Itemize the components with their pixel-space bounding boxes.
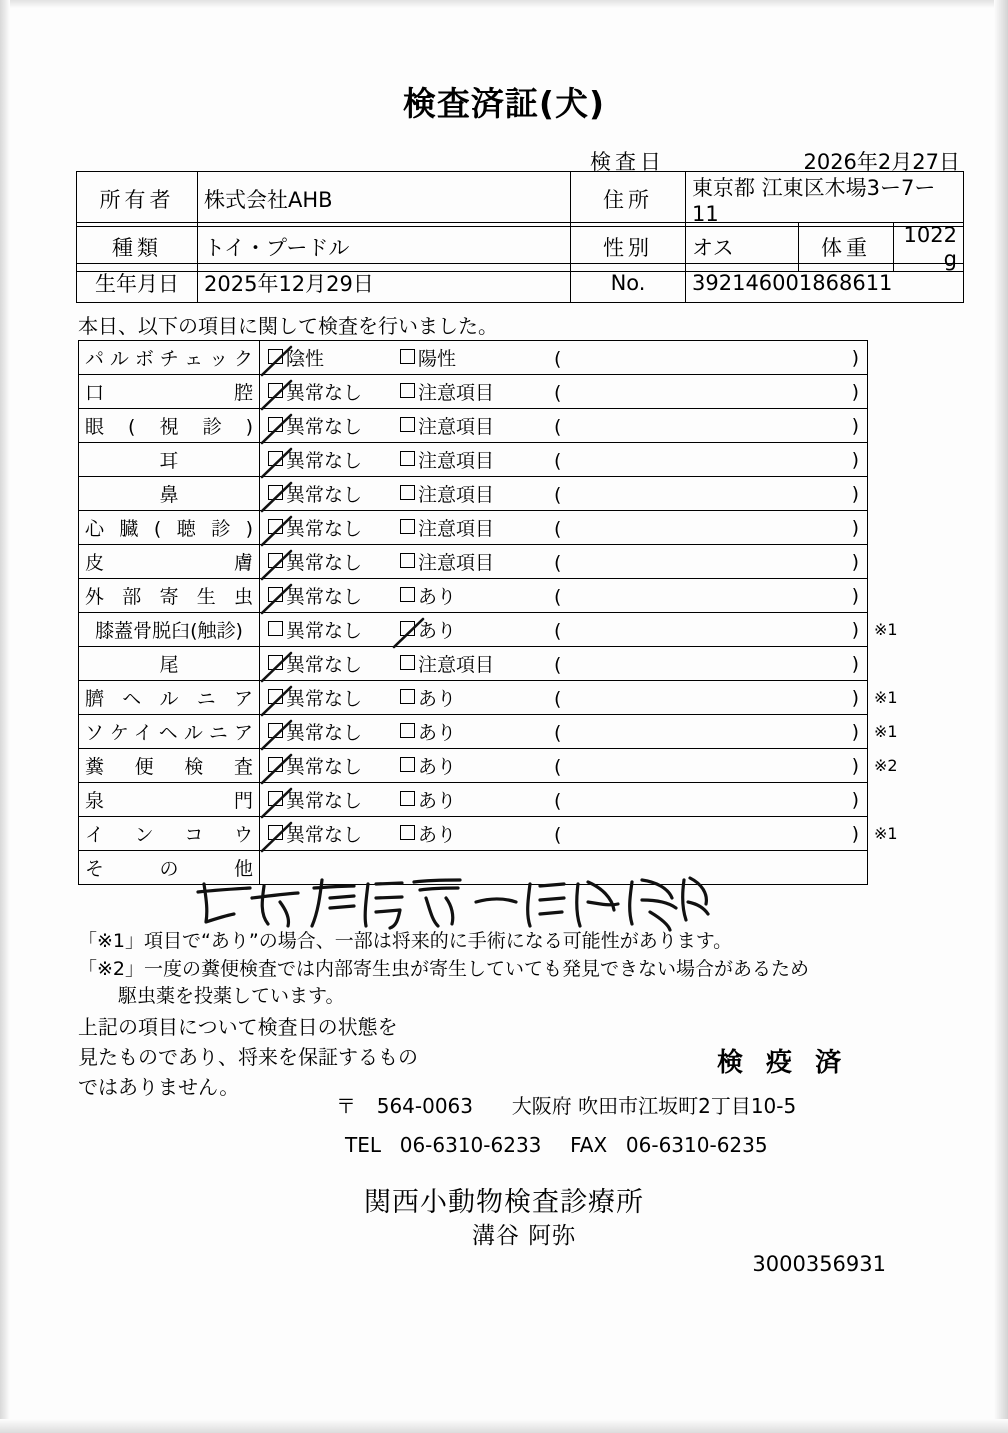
checklist-option-2[interactable] [400,786,550,813]
checklist-option-2-label: あり [418,620,457,642]
checkbox[interactable] [268,621,283,636]
disclaimer-line-2: 見たものであり、将来を保証するもの [78,1045,418,1069]
checklist-option-2-label: 注意項目 [418,450,495,472]
checklist-item-label: 心臓(聴診) [79,511,260,545]
checklist-footnote-marker: ※1 [874,620,898,639]
note-paren-open: ( [554,518,562,540]
checklist-option-1[interactable] [268,446,400,473]
note-paren-close: ) [851,652,859,675]
address-label: 住所 [571,172,686,227]
checklist-item-options [260,817,868,851]
checklist-footnote-marker: ※1 [874,824,898,843]
checklist-option-1[interactable] [268,786,400,813]
disclaimer-line-1: 上記の項目について検査日の状態を [78,1015,398,1039]
note-paren-open: ( [554,790,562,812]
checklist-item-options [260,443,868,477]
checkbox[interactable] [400,485,415,500]
checklist-option-1[interactable] [268,820,400,847]
checkbox[interactable] [400,723,415,738]
checkbox[interactable] [400,689,415,704]
checklist-option-1-label: 異常なし [286,790,363,812]
checklist-option-2[interactable] [400,820,550,847]
postal-mark-icon: 〒 [336,1094,356,1118]
checklist-row [79,477,923,511]
checklist-item-label: 眼(視診) [79,409,260,443]
checklist-item-label: その他 [79,851,260,885]
clinic-contact [345,1133,768,1157]
checklist-item-label: 糞便検査 [79,749,260,783]
checklist-footnote-marker [868,851,923,885]
note-paren-close: ) [851,346,859,369]
checkbox[interactable] [268,757,283,772]
table-row [77,264,964,303]
checkbox[interactable] [268,655,283,670]
footnote-2: 「※2」一度の糞便検査では内部寄生虫が寄生していても発見できない場合があるため [78,957,810,980]
checklist-option-2-label: あり [418,586,457,608]
quarantine-stamp: 検 疫 済 [717,1048,849,1078]
breed-label: 種類 [77,223,198,272]
breed-value: トイ・プードル [198,223,571,272]
checklist-option-2[interactable] [400,514,550,541]
checklist-item-label: 臍ヘルニア [79,681,260,715]
checkbox[interactable] [400,553,415,568]
checklist-item-options [260,613,868,647]
checklist-footnote-marker [868,647,923,681]
checkbox[interactable] [400,451,415,466]
disclaimer-line-3: ではありません。 [78,1075,240,1099]
document-serial-number: 3000356931 [752,1252,886,1276]
birth-label: 生年月日 [77,264,198,303]
checklist-option-2-label: 注意項目 [418,654,495,676]
note-paren-close: ) [851,550,859,573]
checklist-footnote-marker: ※2 [874,756,898,775]
footnote-3: 駆虫薬を投薬しています。 [118,985,345,1008]
sex-value: オス [686,223,799,272]
disclaimer [78,1012,418,1102]
checklist-option-2[interactable] [400,344,550,371]
checklist-option-2-label: 注意項目 [418,416,495,438]
note-paren-close: ) [851,618,859,641]
checkbox[interactable] [400,621,415,636]
exam-date-label: 検査日 [590,150,665,174]
note-paren-close: ) [851,720,859,743]
checklist-option-1-label: 異常なし [286,824,363,846]
note-paren-open: ( [554,450,562,472]
note-paren-close: ) [851,754,859,777]
note-paren-open: ( [554,416,562,438]
checklist-item-options [260,511,868,545]
checklist-option-2-label: あり [418,824,457,846]
checkbox[interactable] [268,553,283,568]
checkbox[interactable] [400,417,415,432]
checklist-option-2[interactable] [400,548,550,575]
checklist-option-1-label: 異常なし [286,620,363,642]
checklist-footnote-marker [868,341,923,375]
checklist-option-1[interactable] [268,480,400,507]
checklist-option-2-label: 注意項目 [418,552,495,574]
scan-edge-bottom [0,1419,1008,1433]
checklist-option-1[interactable] [268,514,400,541]
checkbox[interactable] [400,791,415,806]
checklist-option-2[interactable] [400,684,550,711]
checklist-item-options [260,647,868,681]
note-paren-close: ) [851,448,859,471]
checklist-item-options [260,749,868,783]
checklist-option-1[interactable] [268,378,400,405]
checklist-option-2[interactable] [400,752,550,779]
checklist-footnote-marker [868,477,923,511]
table-row [77,172,964,227]
exam-statement: 本日、以下の項目に関して検査を行いました。 [78,314,498,338]
checklist-row [79,647,923,681]
checklist-option-2[interactable] [400,412,550,439]
note-paren-open: ( [554,620,562,642]
checklist-option-1[interactable] [268,650,400,677]
checklist-option-1[interactable] [268,548,400,575]
clinic-tel-number: 06-6310-6233 [399,1133,542,1157]
checkbox[interactable] [400,587,415,602]
checklist-option-1-label: 陰性 [286,348,325,370]
checkbox[interactable] [400,825,415,840]
checklist-row [79,817,923,851]
checklist-option-2[interactable] [400,446,550,473]
checklist-option-1-label: 異常なし [286,688,363,710]
checklist-item-options [260,715,868,749]
note-paren-open: ( [554,348,562,370]
note-paren-close: ) [851,516,859,539]
note-paren-open: ( [554,654,562,676]
checklist-option-1-label: 異常なし [286,552,363,574]
checklist-row [79,341,923,375]
checkbox[interactable] [268,383,283,398]
checklist-item-options [260,545,868,579]
checklist-option-2-label: 陽性 [418,348,457,370]
checklist-row [79,783,923,817]
checklist-option-1-label: 異常なし [286,416,363,438]
checklist-row [79,749,923,783]
note-paren-open: ( [554,552,562,574]
checklist-option-2[interactable] [400,582,550,609]
weight-unit: g [943,247,957,271]
birth-value: 2025年12月29日 [198,264,571,303]
owner-label: 所有者 [77,172,198,227]
checkbox[interactable] [268,825,283,840]
checkbox[interactable] [400,383,415,398]
checklist-footnote-marker [868,443,923,477]
owner-info-table [76,171,964,227]
checklist-option-1-label: 異常なし [286,722,363,744]
checklist-option-2-label: あり [418,722,457,744]
checkbox[interactable] [268,791,283,806]
checklist-footnote-marker [868,511,923,545]
checklist-item-label: 膝蓋骨脱臼(触診) [79,613,260,647]
checklist-option-2-label: 注意項目 [418,484,495,506]
checklist-item-label: 泉門 [79,783,260,817]
checklist-item-label: 外部寄生虫 [79,579,260,613]
microchip-no-label: No. [571,264,686,303]
checklist-item-options [260,341,868,375]
checklist-item-label: インコウ [79,817,260,851]
checklist-option-2-label: 注意項目 [418,382,495,404]
checklist-row [79,443,923,477]
veterinarian-name: 溝谷 阿弥 [471,1223,577,1249]
weight-value: 1022 [903,223,957,247]
checklist-row [79,545,923,579]
checkbox[interactable] [268,485,283,500]
address-value: 東京都 江東区木場3ー7ー11 [686,172,964,227]
checklist-row [79,613,923,647]
checklist-item-options [260,409,868,443]
checklist-option-1[interactable] [268,412,400,439]
checkbox[interactable] [268,417,283,432]
checklist-option-1[interactable] [268,582,400,609]
clinic-postal-code: 564-0063 [376,1094,474,1118]
checklist-item-label: 口腔 [79,375,260,409]
microchip-no-value: 392146001868611 [686,264,964,303]
checklist-item-label: 尾 [79,647,260,681]
note-paren-close: ) [851,584,859,607]
footnotes [78,928,809,1011]
checklist-footnote-marker: ※1 [874,688,898,707]
checklist-item-options [260,375,868,409]
checklist-option-1[interactable] [268,616,400,643]
checklist-option-1-label: 異常なし [286,382,363,404]
handwritten-other-note [190,876,710,932]
scan-edge-top [0,0,1008,8]
checkbox[interactable] [400,519,415,534]
checklist-option-1[interactable] [268,684,400,711]
checklist-option-1[interactable] [268,752,400,779]
checklist-option-1-label: 異常なし [286,586,363,608]
inspection-checklist-table [78,340,923,885]
checklist-option-1-label: 異常なし [286,518,363,540]
checklist-option-2[interactable] [400,378,550,405]
checklist-item-options [260,783,868,817]
checklist-footnote-marker [868,375,923,409]
checkbox[interactable] [268,689,283,704]
clinic-name: 関西小動物検査診療所 [364,1187,644,1218]
page-title: 検査済証(犬) [402,84,606,123]
owner-value: 株式会社AHB [198,172,571,227]
note-paren-open: ( [554,824,562,846]
checklist-option-1-label: 異常なし [286,654,363,676]
checklist-footnote-marker [868,579,923,613]
checkbox[interactable] [400,349,415,364]
checklist-footnote-marker [868,545,923,579]
sex-label: 性別 [571,223,686,272]
checklist-option-2[interactable] [400,616,550,643]
clinic-address [336,1090,796,1119]
checkbox[interactable] [268,587,283,602]
checkbox[interactable] [268,723,283,738]
note-paren-close: ) [851,686,859,709]
checklist-item-options [260,477,868,511]
checklist-row [79,375,923,409]
checkbox[interactable] [268,519,283,534]
footnote-1: 「※1」項目で“あり”の場合、一部は将来的に手術になる可能性があります。 [78,930,733,952]
note-paren-close: ) [851,822,859,845]
checkbox[interactable] [400,757,415,772]
checklist-option-2[interactable] [400,718,550,745]
checklist-option-1-label: 異常なし [286,450,363,472]
checklist-item-options [260,681,868,715]
checklist-row [79,715,923,749]
checkbox[interactable] [268,349,283,364]
checklist-option-1-label: 異常なし [286,756,363,778]
note-paren-close: ) [851,414,859,437]
note-paren-open: ( [554,586,562,608]
checklist-option-1[interactable] [268,718,400,745]
checklist-footnote-marker [868,409,923,443]
checkbox[interactable] [400,655,415,670]
checklist-row [79,409,923,443]
checklist-item-label: 鼻 [79,477,260,511]
checklist-option-1-label: 異常なし [286,484,363,506]
note-paren-close: ) [851,788,859,811]
note-paren-close: ) [851,380,859,403]
clinic-address-text: 大阪府 吹田市江坂町2丁目10-5 [511,1094,797,1118]
clinic-fax-number: 06-6310-6235 [625,1133,768,1157]
checklist-row [79,511,923,545]
weight-label: 体重 [799,223,894,272]
checklist-item-label: 耳 [79,443,260,477]
checklist-row [79,579,923,613]
checklist-option-2-label: あり [418,756,457,778]
note-paren-open: ( [554,688,562,710]
checklist-option-2[interactable] [400,650,550,677]
checklist-option-2-label: 注意項目 [418,518,495,540]
checklist-footnote-marker: ※1 [874,722,898,741]
checkbox[interactable] [268,451,283,466]
tel-label: TEL [345,1133,381,1157]
checklist-item-label: パルボチェック [79,341,260,375]
note-paren-open: ( [554,382,562,404]
checklist-option-1[interactable] [268,344,400,371]
note-paren-open: ( [554,722,562,744]
checklist-item-label: ソケイヘルニア [79,715,260,749]
checklist-option-2-label: あり [418,688,457,710]
exam-date-value: 2026年2月27日 [803,150,960,174]
fax-label: FAX [570,1133,608,1157]
note-paren-open: ( [554,756,562,778]
checklist-footnote-marker [868,783,923,817]
checklist-option-2[interactable] [400,480,550,507]
animal-id-table [76,263,964,303]
checklist-item-options [260,579,868,613]
note-paren-open: ( [554,484,562,506]
note-paren-close: ) [851,482,859,505]
checklist-option-2-label: あり [418,790,457,812]
checklist-item-label: 皮膚 [79,545,260,579]
checklist-row [79,681,923,715]
